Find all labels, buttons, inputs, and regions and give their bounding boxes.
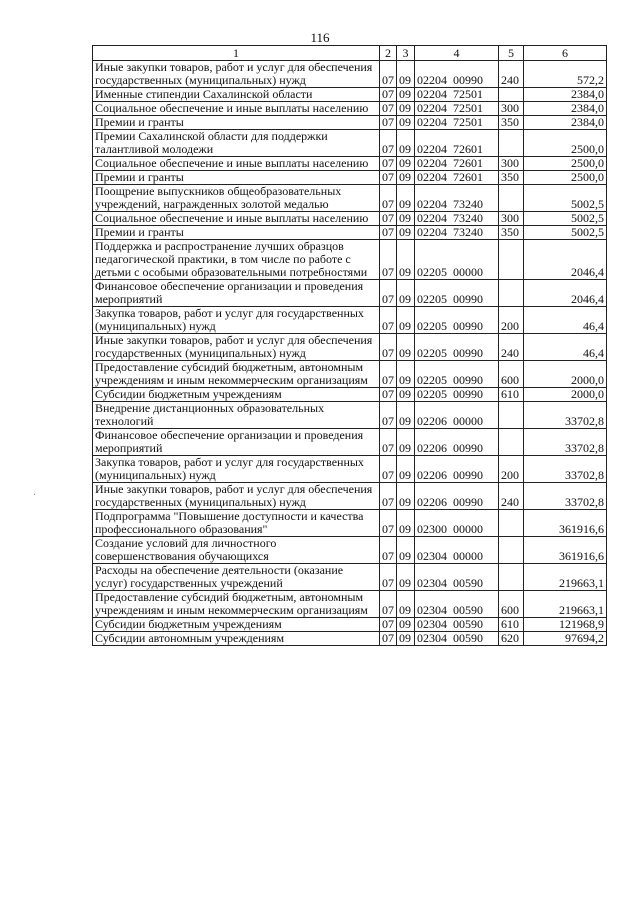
- row-code-cell: 09: [397, 116, 415, 130]
- row-name-cell: Предоставление субсидий бюджетным, автономным учреждениям и иным некоммерческим организациям: [93, 361, 380, 388]
- row-code-cell: 07: [380, 212, 397, 226]
- row-code-cell: 02204 72601: [415, 130, 499, 157]
- row-code-cell: 07: [380, 116, 397, 130]
- row-code-cell: 07: [380, 185, 397, 212]
- table-row: [93, 130, 607, 157]
- row-code-cell: 07: [380, 483, 397, 510]
- row-name-cell: Финансовое обеспечение организации и проведения мероприятий: [93, 429, 380, 456]
- row-name-cell: Социальное обеспечение и иные выплаты населению: [93, 102, 380, 116]
- row-code-cell: 02205 00990: [415, 334, 499, 361]
- row-code-cell: 240: [499, 61, 524, 88]
- row-code-cell: 09: [397, 157, 415, 171]
- row-code-cell: 09: [397, 307, 415, 334]
- row-code-cell: 07: [380, 61, 397, 88]
- row-code-cell: 02205 00990: [415, 388, 499, 402]
- table-row: [93, 361, 607, 388]
- row-code-cell: 09: [397, 334, 415, 361]
- row-code-cell: 300: [499, 102, 524, 116]
- row-name-cell: Социальное обеспечение и иные выплаты населению: [93, 212, 380, 226]
- row-name-cell: Закупка товаров, работ и услуг для государственных (муниципальных) нужд: [93, 307, 380, 334]
- header-cell: 3: [397, 46, 415, 61]
- row-code-cell: 09: [397, 130, 415, 157]
- row-code-cell: [499, 510, 524, 537]
- row-code-cell: 07: [380, 361, 397, 388]
- row-amount-cell: 2500,0: [524, 157, 607, 171]
- row-amount-cell: 5002,5: [524, 212, 607, 226]
- row-code-cell: [499, 280, 524, 307]
- page-number: 116: [310, 30, 330, 45]
- table-row: [93, 429, 607, 456]
- table-row: [93, 632, 607, 646]
- row-name-cell: Премии Сахалинской области для поддержки талантливой молодежи: [93, 130, 380, 157]
- table-row: [93, 307, 607, 334]
- row-code-cell: 09: [397, 171, 415, 185]
- row-amount-cell: 2000,0: [524, 388, 607, 402]
- row-amount-cell: 2500,0: [524, 130, 607, 157]
- table-row: [93, 185, 607, 212]
- table-row: [93, 591, 607, 618]
- row-amount-cell: 97694,2: [524, 632, 607, 646]
- row-code-cell: [499, 130, 524, 157]
- table-row: [93, 61, 607, 88]
- row-code-cell: 09: [397, 456, 415, 483]
- row-code-cell: 02205 00000: [415, 240, 499, 280]
- row-amount-cell: 2500,0: [524, 171, 607, 185]
- row-code-cell: 02204 72601: [415, 157, 499, 171]
- row-name-cell: Премии и гранты: [93, 116, 380, 130]
- row-code-cell: 350: [499, 226, 524, 240]
- table-row: [93, 116, 607, 130]
- row-name-cell: Закупка товаров, работ и услуг для государственных (муниципальных) нужд: [93, 456, 380, 483]
- budget-table: [92, 45, 607, 646]
- row-code-cell: 02300 00000: [415, 510, 499, 537]
- row-code-cell: 07: [380, 240, 397, 280]
- row-code-cell: 02204 72501: [415, 116, 499, 130]
- row-code-cell: 09: [397, 240, 415, 280]
- row-amount-cell: 2384,0: [524, 102, 607, 116]
- row-name-cell: Создание условий для личностного совершенствования обучающихся: [93, 537, 380, 564]
- row-code-cell: 07: [380, 307, 397, 334]
- table-row: [93, 456, 607, 483]
- row-code-cell: 02304 00590: [415, 591, 499, 618]
- header-cell: 6: [524, 46, 607, 61]
- row-name-cell: Иные закупки товаров, работ и услуг для обеспечения государственных (муниципальных) нужд: [93, 483, 380, 510]
- row-name-cell: Предоставление субсидий бюджетным, автономным учреждениям и иным некоммерческим организациям: [93, 591, 380, 618]
- table-row: [93, 510, 607, 537]
- row-code-cell: [499, 185, 524, 212]
- row-name-cell: Премии и гранты: [93, 171, 380, 185]
- row-code-cell: [499, 564, 524, 591]
- row-code-cell: 02206 00990: [415, 483, 499, 510]
- row-code-cell: 300: [499, 157, 524, 171]
- row-code-cell: 09: [397, 88, 415, 102]
- row-name-cell: Иные закупки товаров, работ и услуг для обеспечения государственных (муниципальных) нужд: [93, 334, 380, 361]
- header-row: [93, 46, 607, 61]
- row-code-cell: 02206 00990: [415, 429, 499, 456]
- row-code-cell: 02204 72601: [415, 171, 499, 185]
- row-amount-cell: 33702,8: [524, 483, 607, 510]
- row-code-cell: 02206 00000: [415, 402, 499, 429]
- row-amount-cell: 33702,8: [524, 456, 607, 483]
- row-code-cell: 240: [499, 334, 524, 361]
- row-code-cell: 02204 72501: [415, 88, 499, 102]
- row-name-cell: Премии и гранты: [93, 226, 380, 240]
- row-code-cell: [499, 88, 524, 102]
- row-code-cell: 09: [397, 537, 415, 564]
- table-body: [93, 61, 607, 646]
- row-code-cell: 07: [380, 618, 397, 632]
- table-row: [93, 618, 607, 632]
- header-cell: 2: [380, 46, 397, 61]
- row-code-cell: 07: [380, 102, 397, 116]
- row-code-cell: [499, 402, 524, 429]
- row-code-cell: 07: [380, 88, 397, 102]
- row-code-cell: 09: [397, 102, 415, 116]
- row-amount-cell: 46,4: [524, 334, 607, 361]
- row-amount-cell: 33702,8: [524, 429, 607, 456]
- row-code-cell: 07: [380, 157, 397, 171]
- row-code-cell: 610: [499, 388, 524, 402]
- row-name-cell: Внедрение дистанционных образовательных технологий: [93, 402, 380, 429]
- row-amount-cell: 33702,8: [524, 402, 607, 429]
- row-code-cell: 02204 00990: [415, 61, 499, 88]
- row-code-cell: [499, 429, 524, 456]
- row-name-cell: Субсидии бюджетным учреждениям: [93, 388, 380, 402]
- table-row: [93, 388, 607, 402]
- row-amount-cell: 5002,5: [524, 226, 607, 240]
- table-row: [93, 537, 607, 564]
- table-row: [93, 334, 607, 361]
- row-code-cell: 09: [397, 61, 415, 88]
- row-code-cell: 350: [499, 116, 524, 130]
- row-name-cell: Подпрограмма "Повышение доступности и качества профессионального образования": [93, 510, 380, 537]
- row-code-cell: [499, 537, 524, 564]
- row-code-cell: 200: [499, 307, 524, 334]
- row-code-cell: 02205 00990: [415, 307, 499, 334]
- row-code-cell: 02206 00990: [415, 456, 499, 483]
- row-code-cell: 600: [499, 591, 524, 618]
- row-code-cell: 600: [499, 361, 524, 388]
- table-row: [93, 280, 607, 307]
- row-amount-cell: 361916,6: [524, 510, 607, 537]
- header-cell: 4: [415, 46, 499, 61]
- row-code-cell: 07: [380, 537, 397, 564]
- table-row: [93, 240, 607, 280]
- row-name-cell: Расходы на обеспечение деятельности (оказание услуг) государственных учреждений: [93, 564, 380, 591]
- header-cell: 1: [93, 46, 380, 61]
- table-row: [93, 88, 607, 102]
- row-code-cell: 02204 72501: [415, 102, 499, 116]
- row-code-cell: 02304 00000: [415, 537, 499, 564]
- row-code-cell: 07: [380, 130, 397, 157]
- row-code-cell: 09: [397, 429, 415, 456]
- row-code-cell: 09: [397, 212, 415, 226]
- row-code-cell: 07: [380, 564, 397, 591]
- table-row: [93, 171, 607, 185]
- row-code-cell: 07: [380, 171, 397, 185]
- row-code-cell: 02204 73240: [415, 212, 499, 226]
- row-amount-cell: 2384,0: [524, 116, 607, 130]
- row-amount-cell: 2000,0: [524, 361, 607, 388]
- row-code-cell: 09: [397, 226, 415, 240]
- row-code-cell: 02204 73240: [415, 226, 499, 240]
- row-code-cell: 02304 00590: [415, 618, 499, 632]
- table-row: [93, 402, 607, 429]
- row-code-cell: 09: [397, 483, 415, 510]
- row-code-cell: 02205 00990: [415, 280, 499, 307]
- row-code-cell: 02304 00590: [415, 564, 499, 591]
- row-code-cell: 09: [397, 185, 415, 212]
- row-code-cell: 07: [380, 402, 397, 429]
- table-row: [93, 157, 607, 171]
- row-code-cell: 07: [380, 456, 397, 483]
- row-code-cell: 09: [397, 402, 415, 429]
- row-code-cell: 09: [397, 632, 415, 646]
- row-code-cell: 09: [397, 361, 415, 388]
- table-row: [93, 564, 607, 591]
- table-row: [93, 102, 607, 116]
- row-code-cell: 09: [397, 388, 415, 402]
- row-amount-cell: 219663,1: [524, 564, 607, 591]
- row-code-cell: 02205 00990: [415, 361, 499, 388]
- row-code-cell: 09: [397, 591, 415, 618]
- row-code-cell: 07: [380, 429, 397, 456]
- row-amount-cell: 2046,4: [524, 240, 607, 280]
- row-code-cell: 09: [397, 510, 415, 537]
- row-code-cell: 07: [380, 334, 397, 361]
- row-code-cell: 07: [380, 632, 397, 646]
- row-code-cell: 02204 73240: [415, 185, 499, 212]
- row-amount-cell: 2384,0: [524, 88, 607, 102]
- row-name-cell: Субсидии автономным учреждениям: [93, 632, 380, 646]
- row-name-cell: Именные стипендии Сахалинской области: [93, 88, 380, 102]
- row-code-cell: 620: [499, 632, 524, 646]
- row-amount-cell: 121968,9: [524, 618, 607, 632]
- table-row: [93, 212, 607, 226]
- row-name-cell: Социальное обеспечение и иные выплаты населению: [93, 157, 380, 171]
- row-code-cell: 02304 00590: [415, 632, 499, 646]
- row-name-cell: Поощрение выпускников общеобразовательных учреждений, награжденных золотой медалью: [93, 185, 380, 212]
- row-amount-cell: 361916,6: [524, 537, 607, 564]
- row-code-cell: [499, 240, 524, 280]
- row-amount-cell: 572,2: [524, 61, 607, 88]
- header-cell: 5: [499, 46, 524, 61]
- row-code-cell: 200: [499, 456, 524, 483]
- row-code-cell: 09: [397, 618, 415, 632]
- row-code-cell: 610: [499, 618, 524, 632]
- row-amount-cell: 5002,5: [524, 185, 607, 212]
- row-code-cell: 300: [499, 212, 524, 226]
- table-row: [93, 483, 607, 510]
- row-code-cell: 240: [499, 483, 524, 510]
- row-code-cell: 07: [380, 591, 397, 618]
- row-code-cell: 07: [380, 226, 397, 240]
- row-code-cell: 09: [397, 564, 415, 591]
- row-code-cell: 07: [380, 388, 397, 402]
- row-code-cell: 350: [499, 171, 524, 185]
- row-code-cell: 07: [380, 510, 397, 537]
- margin-mark: ·: [33, 490, 37, 501]
- row-name-cell: Финансовое обеспечение организации и проведения мероприятий: [93, 280, 380, 307]
- row-name-cell: Субсидии бюджетным учреждениям: [93, 618, 380, 632]
- table-row: [93, 226, 607, 240]
- row-code-cell: 07: [380, 280, 397, 307]
- row-code-cell: 09: [397, 280, 415, 307]
- row-amount-cell: 2046,4: [524, 280, 607, 307]
- row-name-cell: Поддержка и распространение лучших образцов педагогической практики, в том числе по работе с детьми с особыми образовательными потребностями: [93, 240, 380, 280]
- row-name-cell: Иные закупки товаров, работ и услуг для обеспечения государственных (муниципальных) нужд: [93, 61, 380, 88]
- row-amount-cell: 46,4: [524, 307, 607, 334]
- row-amount-cell: 219663,1: [524, 591, 607, 618]
